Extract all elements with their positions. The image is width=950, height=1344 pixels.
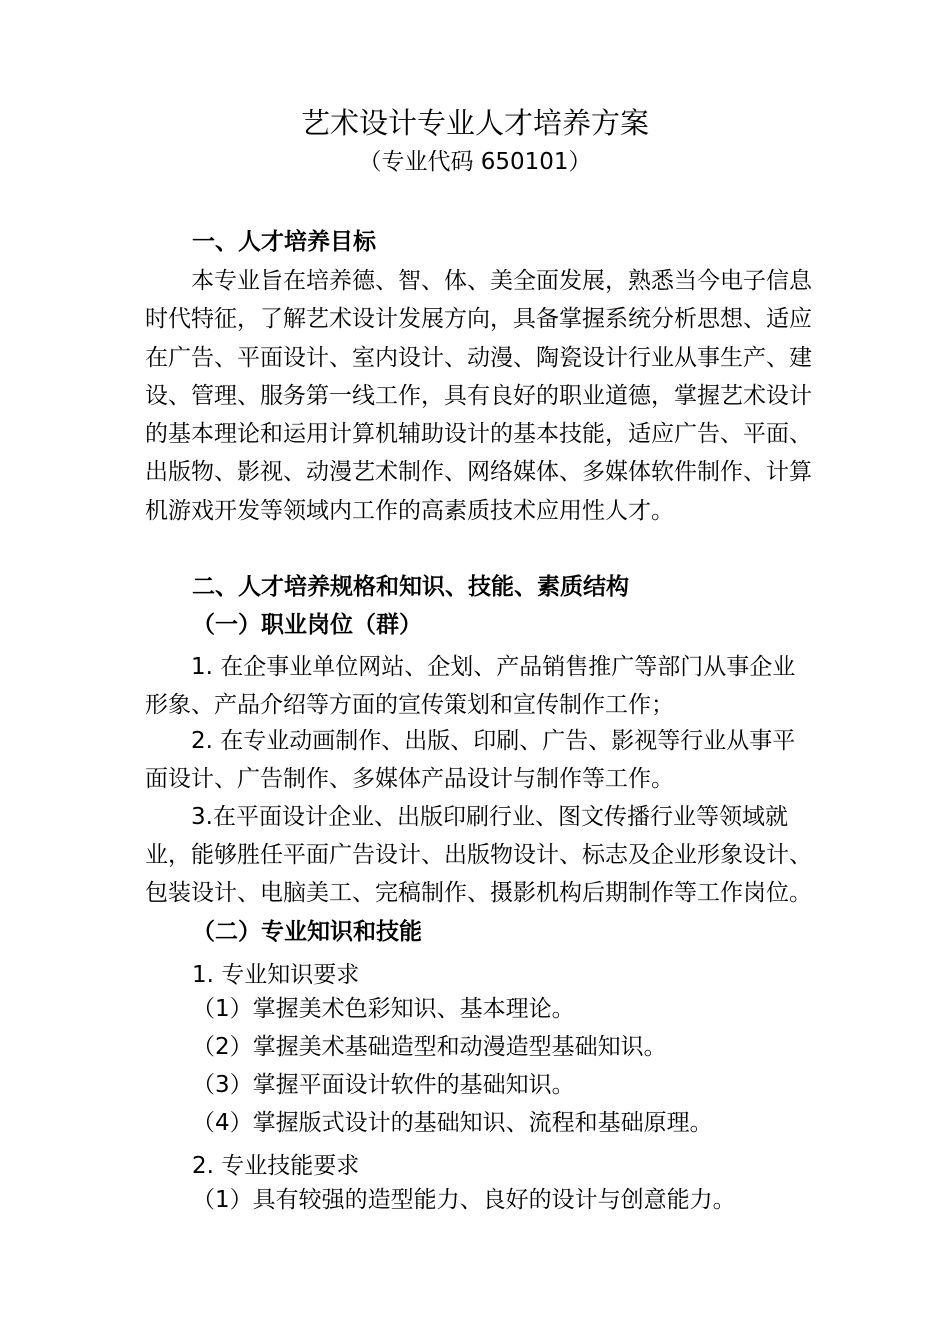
job-item-3: 3.在平面设计企业、出版印刷行业、图文传播行业等领域就业，能够胜任平面广告设计、出版物设计、标志及企业形象设计、包装设计、电脑美工、完稿制作、摄影机构后期制作等工作岗位。 — [145, 804, 812, 906]
section2-sub2-heading: （二）专业知识和技能 — [192, 919, 422, 945]
section1-heading: 一、人才培养目标 — [192, 229, 376, 255]
knowledge-item-1: （1）掌握美术色彩知识、基本理论。 — [192, 996, 575, 1022]
section2-sub1-heading: （一）职业岗位（群） — [192, 612, 422, 638]
section1-paragraph: 本专业旨在培养德、智、体、美全面发展，熟悉当今电子信息时代特征，了解艺术设计发展方向，具备掌握系统分析思想、适应在广告、平面设计、室内设计、动漫、陶瓷设计行业从事生产、建设、管理、服务第一线工作，具有良好的职业道德，掌握艺术设计的基本理论和运用计算机辅助设计的基本技能，适应广告、平面、出版物、影视、动漫艺术制作、网络媒体、多媒体软件制作、计算机游戏开发等领域内工作的高素质技术应用性人才。 — [145, 268, 812, 524]
skills-heading: 2. 专业技能要求 — [192, 1153, 360, 1179]
document-title: 艺术设计专业人才培养方案 — [300, 106, 649, 140]
knowledge-heading: 1. 专业知识要求 — [192, 962, 360, 988]
job-item-1: 1. 在企事业单位网站、企划、产品销售推广等部门从事企业形象、产品介绍等方面的宣传策划和宣传制作工作； — [145, 654, 796, 718]
knowledge-item-2: （2）掌握美术基础造型和动漫造型基础知识。 — [192, 1034, 667, 1060]
knowledge-item-3: （3）掌握平面设计软件的基础知识。 — [192, 1072, 575, 1098]
job-item-2: 2. 在专业动画制作、出版、印刷、广告、影视等行业从事平面设计、广告制作、多媒体产品设计与制作等工作。 — [145, 728, 796, 792]
skills-item-1: （1）具有较强的造型能力、良好的设计与创意能力。 — [192, 1187, 736, 1213]
section2-heading: 二、人才培养规格和知识、技能、素质结构 — [192, 574, 629, 600]
document-subtitle: （专业代码 650101） — [358, 149, 592, 175]
knowledge-item-4: （4）掌握版式设计的基础知识、流程和基础原理。 — [192, 1110, 713, 1136]
